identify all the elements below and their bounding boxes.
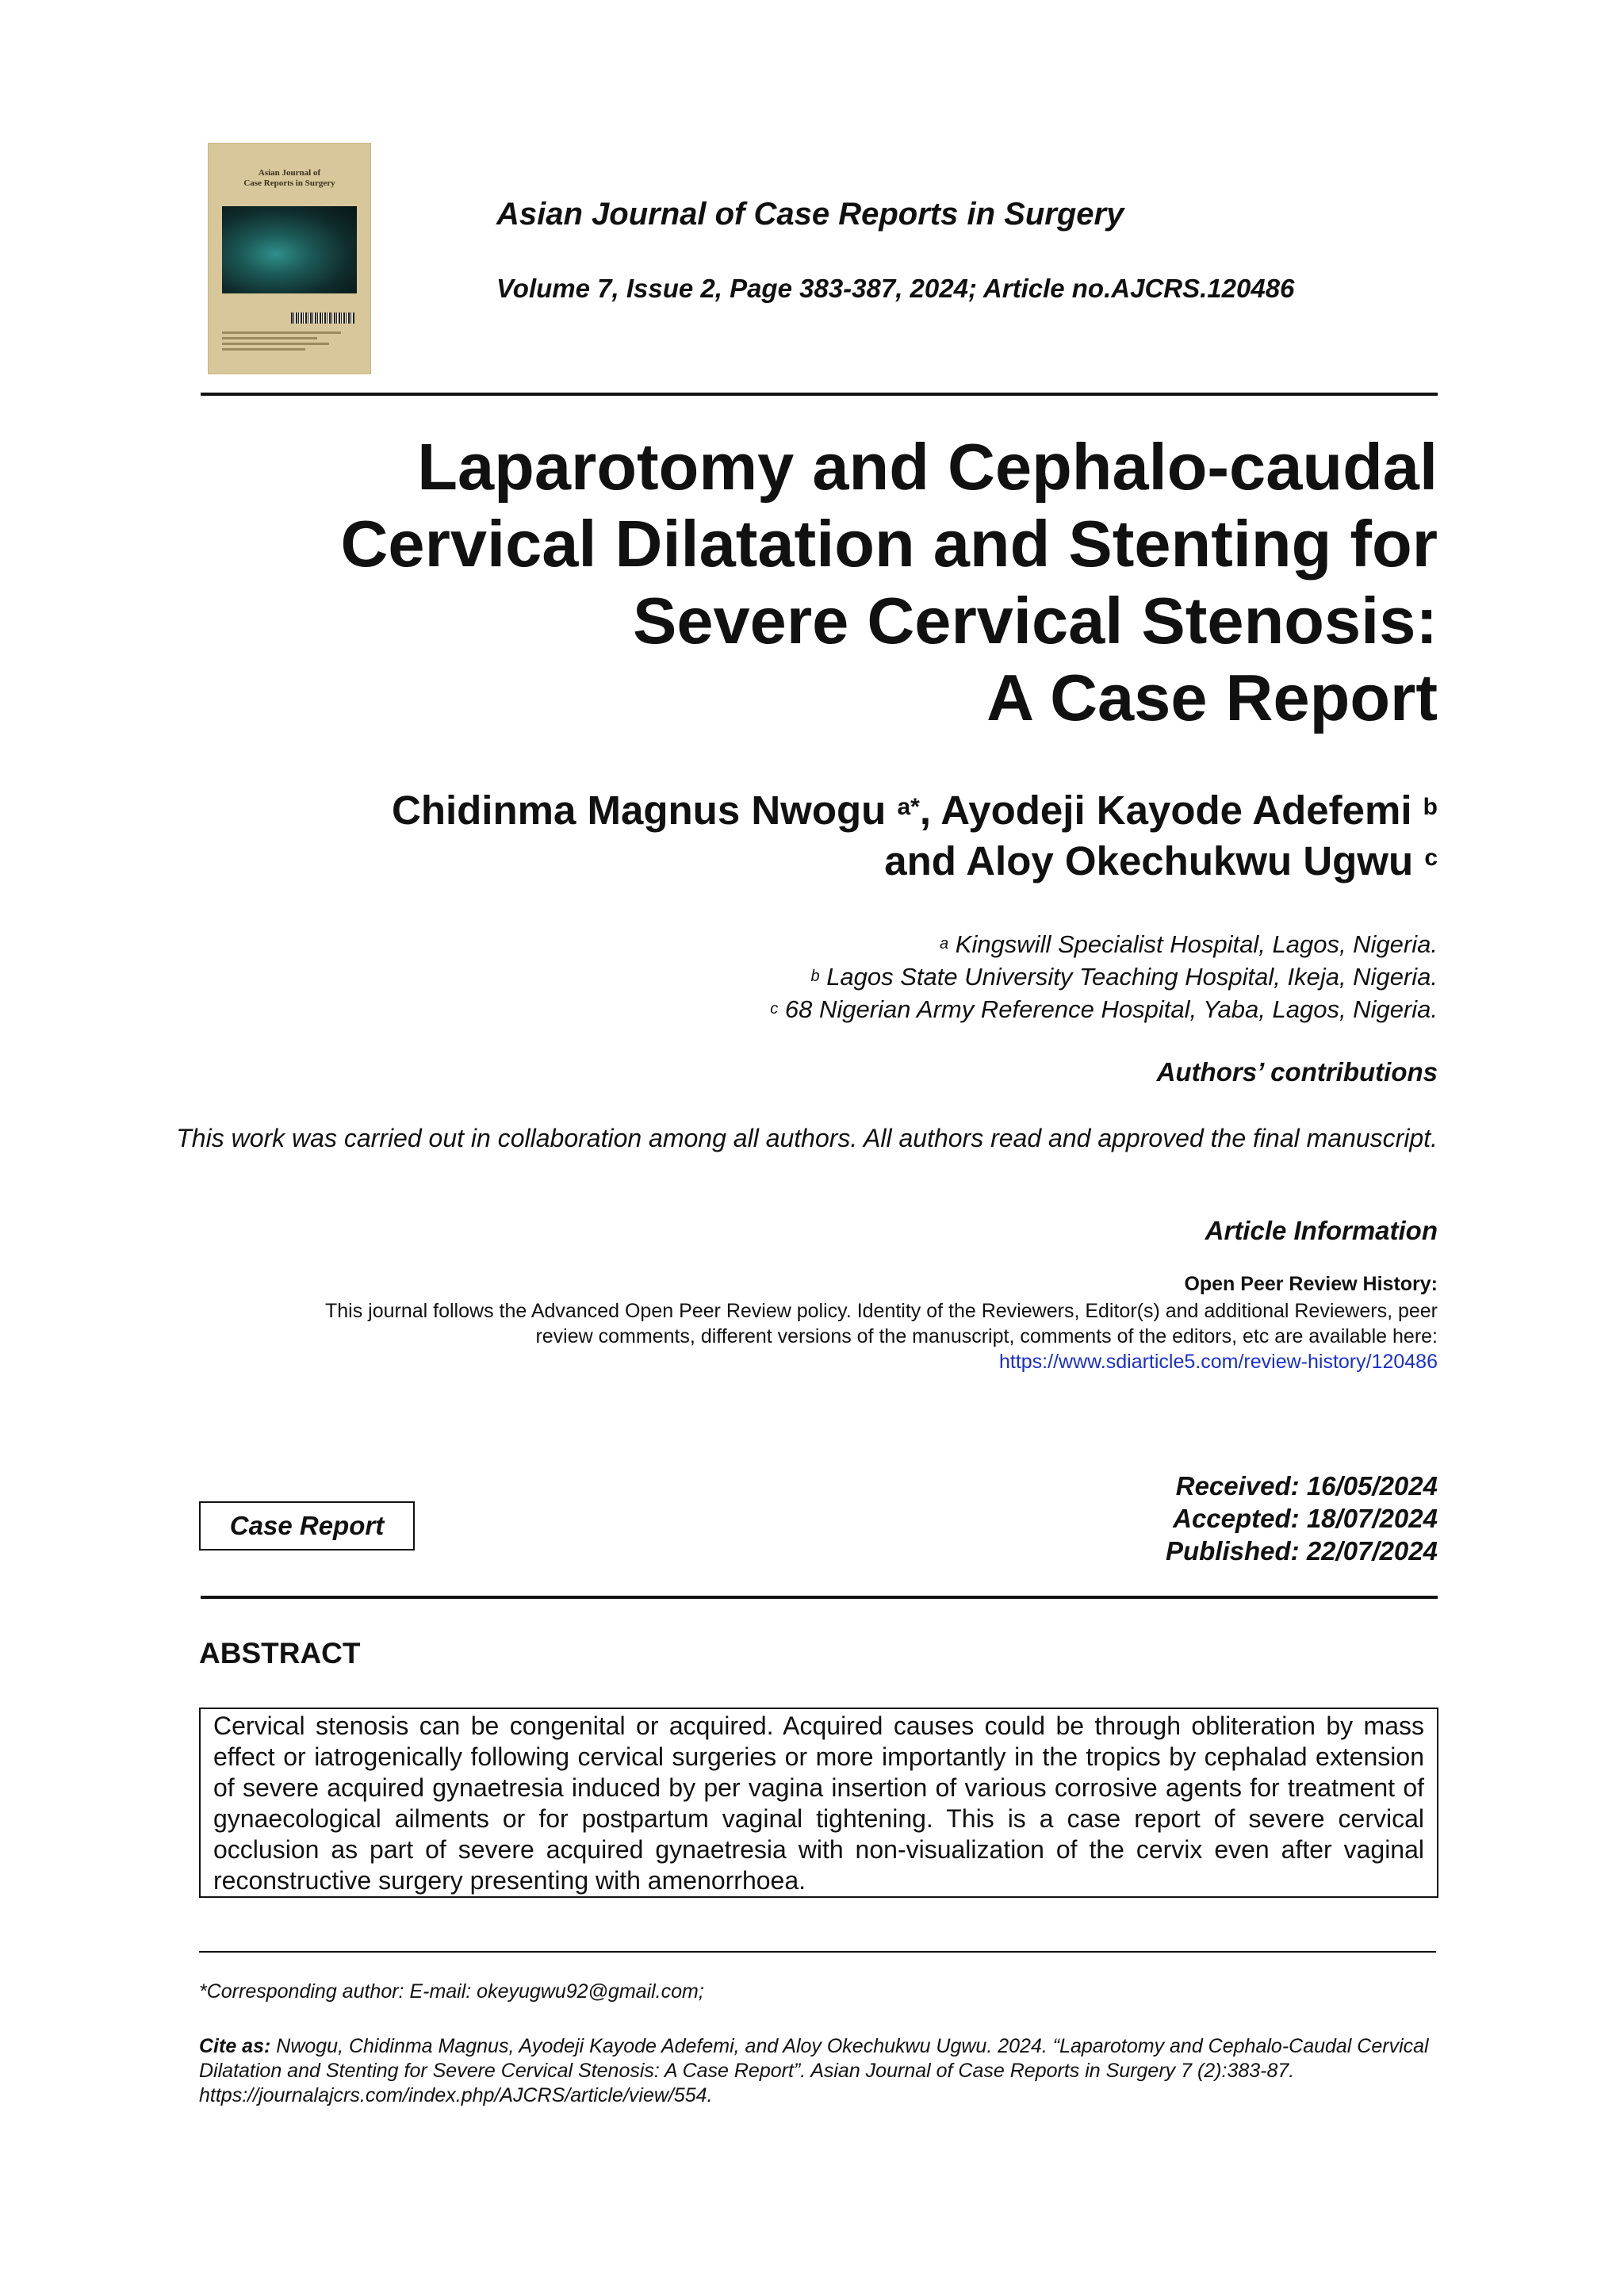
footnote-rule bbox=[199, 1951, 1436, 1953]
author-separator: , bbox=[919, 788, 941, 833]
article-type-badge: Case Report bbox=[199, 1501, 415, 1550]
author-name: Ayodeji Kayode Adefemi bbox=[940, 788, 1412, 833]
affiliation-item bbox=[327, 928, 1438, 960]
abstract-text: Cervical stenosis can be congenital or acquired. Acquired causes could be through obliteration by mass effect or iatrogenically following cervical surgeries or more importantly in the tropics by cephalad extension of severe acquired gynaetresia induced by per vagina insertion of various corrosive agents for treatment of gynaecological ailments or for postpartum vaginal tightening. This is a case report of severe cervical occlusion as part of severe acquired gynaetresia with non-visualization of the cervix even after vaginal reconstructive surgery presenting with amenorrhoea. bbox=[199, 1708, 1438, 1898]
cover-photo bbox=[222, 206, 357, 293]
title-line: Laparotomy and Cephalo-caudal bbox=[417, 430, 1438, 504]
peer-review-text bbox=[153, 1298, 1438, 1374]
contributions-heading: Authors’ contributions bbox=[1156, 1057, 1438, 1087]
received-date: Received: 16/05/2024 bbox=[1175, 1471, 1438, 1501]
affiliations bbox=[327, 928, 1438, 1025]
corresponding-author: *Corresponding author: E-mail: okeyugwu92@gmail.com; bbox=[199, 1980, 704, 2003]
title-line: A Case Report bbox=[986, 661, 1438, 734]
accepted-date: Accepted: 18/07/2024 bbox=[1173, 1504, 1438, 1533]
affiliation-text: 68 Nigerian Army Reference Hospital, Yaba, Lagos, Nigeria. bbox=[784, 995, 1438, 1023]
peer-review-line: This journal follows the Advanced Open Peer Review policy. Identity of the Reviewers, Editor(s) and additional Reviewers, peer bbox=[324, 1300, 1438, 1322]
affiliation-sup: b bbox=[810, 968, 820, 985]
title-line: Cervical Dilatation and Stenting for bbox=[340, 507, 1438, 581]
affiliation-item bbox=[327, 993, 1438, 1025]
header-rule bbox=[201, 393, 1438, 396]
contributions-text: This work was carried out in collaboration among all authors. All authors read and approved the final manuscript. bbox=[176, 1124, 1438, 1152]
peer-review-line: review comments, different versions of the manuscript, comments of the editors, etc are available here: bbox=[535, 1325, 1438, 1347]
author-separator: and bbox=[884, 838, 967, 884]
peer-review-heading: Open Peer Review History: bbox=[1184, 1273, 1438, 1295]
author-name: Aloy Okechukwu Ugwu bbox=[966, 838, 1414, 884]
published-date: Published: 22/07/2024 bbox=[1165, 1536, 1438, 1566]
section-rule bbox=[201, 1596, 1438, 1599]
cite-label: Cite as: bbox=[199, 2035, 271, 2057]
journal-cover-image bbox=[208, 143, 371, 374]
affiliation-item bbox=[327, 960, 1438, 993]
cover-title bbox=[208, 168, 371, 189]
cite-text: Nwogu, Chidinma Magnus, Ayodeji Kayode Adefemi, and Aloy Okechukwu Ugwu. 2024. “Laparotomy and Cephalo-Caudal Cervical Dilatation and Stenting for Severe Cervical Stenosis: A Case Report”. Asian Journal of Case Reports in Surgery 7 (2):383-87. https://journalajcrs.com/index.php/AJCRS/article/view/554. bbox=[199, 2035, 1429, 2106]
abstract-heading: ABSTRACT bbox=[199, 1637, 361, 1669]
author-list bbox=[248, 785, 1438, 887]
author-sup: c bbox=[1424, 845, 1438, 871]
affiliation-text: Kingswill Specialist Hospital, Lagos, Nigeria. bbox=[955, 930, 1438, 958]
affiliation-text: Lagos State University Teaching Hospital, Ikeja, Nigeria. bbox=[826, 963, 1438, 991]
peer-review-link[interactable]: https://www.sdiarticle5.com/review-history/120486 bbox=[998, 1351, 1438, 1373]
journal-name: Asian Journal of Case Reports in Surgery bbox=[496, 197, 1124, 232]
affiliation-sup: a bbox=[940, 935, 949, 953]
cover-title-line2: Case Reports in Surgery bbox=[243, 178, 335, 188]
title-line: Severe Cervical Stenosis: bbox=[632, 584, 1438, 657]
author-name: Chidinma Magnus Nwogu bbox=[392, 788, 887, 833]
article-title bbox=[248, 428, 1438, 736]
cover-fine-print bbox=[222, 332, 341, 354]
cover-title-line1: Asian Journal of bbox=[258, 168, 321, 178]
article-info-heading: Article Information bbox=[1205, 1216, 1438, 1245]
article-dates bbox=[1166, 1470, 1438, 1567]
author-sup: b bbox=[1423, 794, 1438, 820]
affiliation-sup: c bbox=[770, 1000, 779, 1018]
cover-barcode bbox=[291, 312, 354, 324]
author-sup: a* bbox=[897, 794, 920, 820]
citation bbox=[199, 2034, 1436, 2108]
journal-volume-info: Volume 7, Issue 2, Page 383-387, 2024; Article no.AJCRS.120486 bbox=[496, 274, 1295, 303]
